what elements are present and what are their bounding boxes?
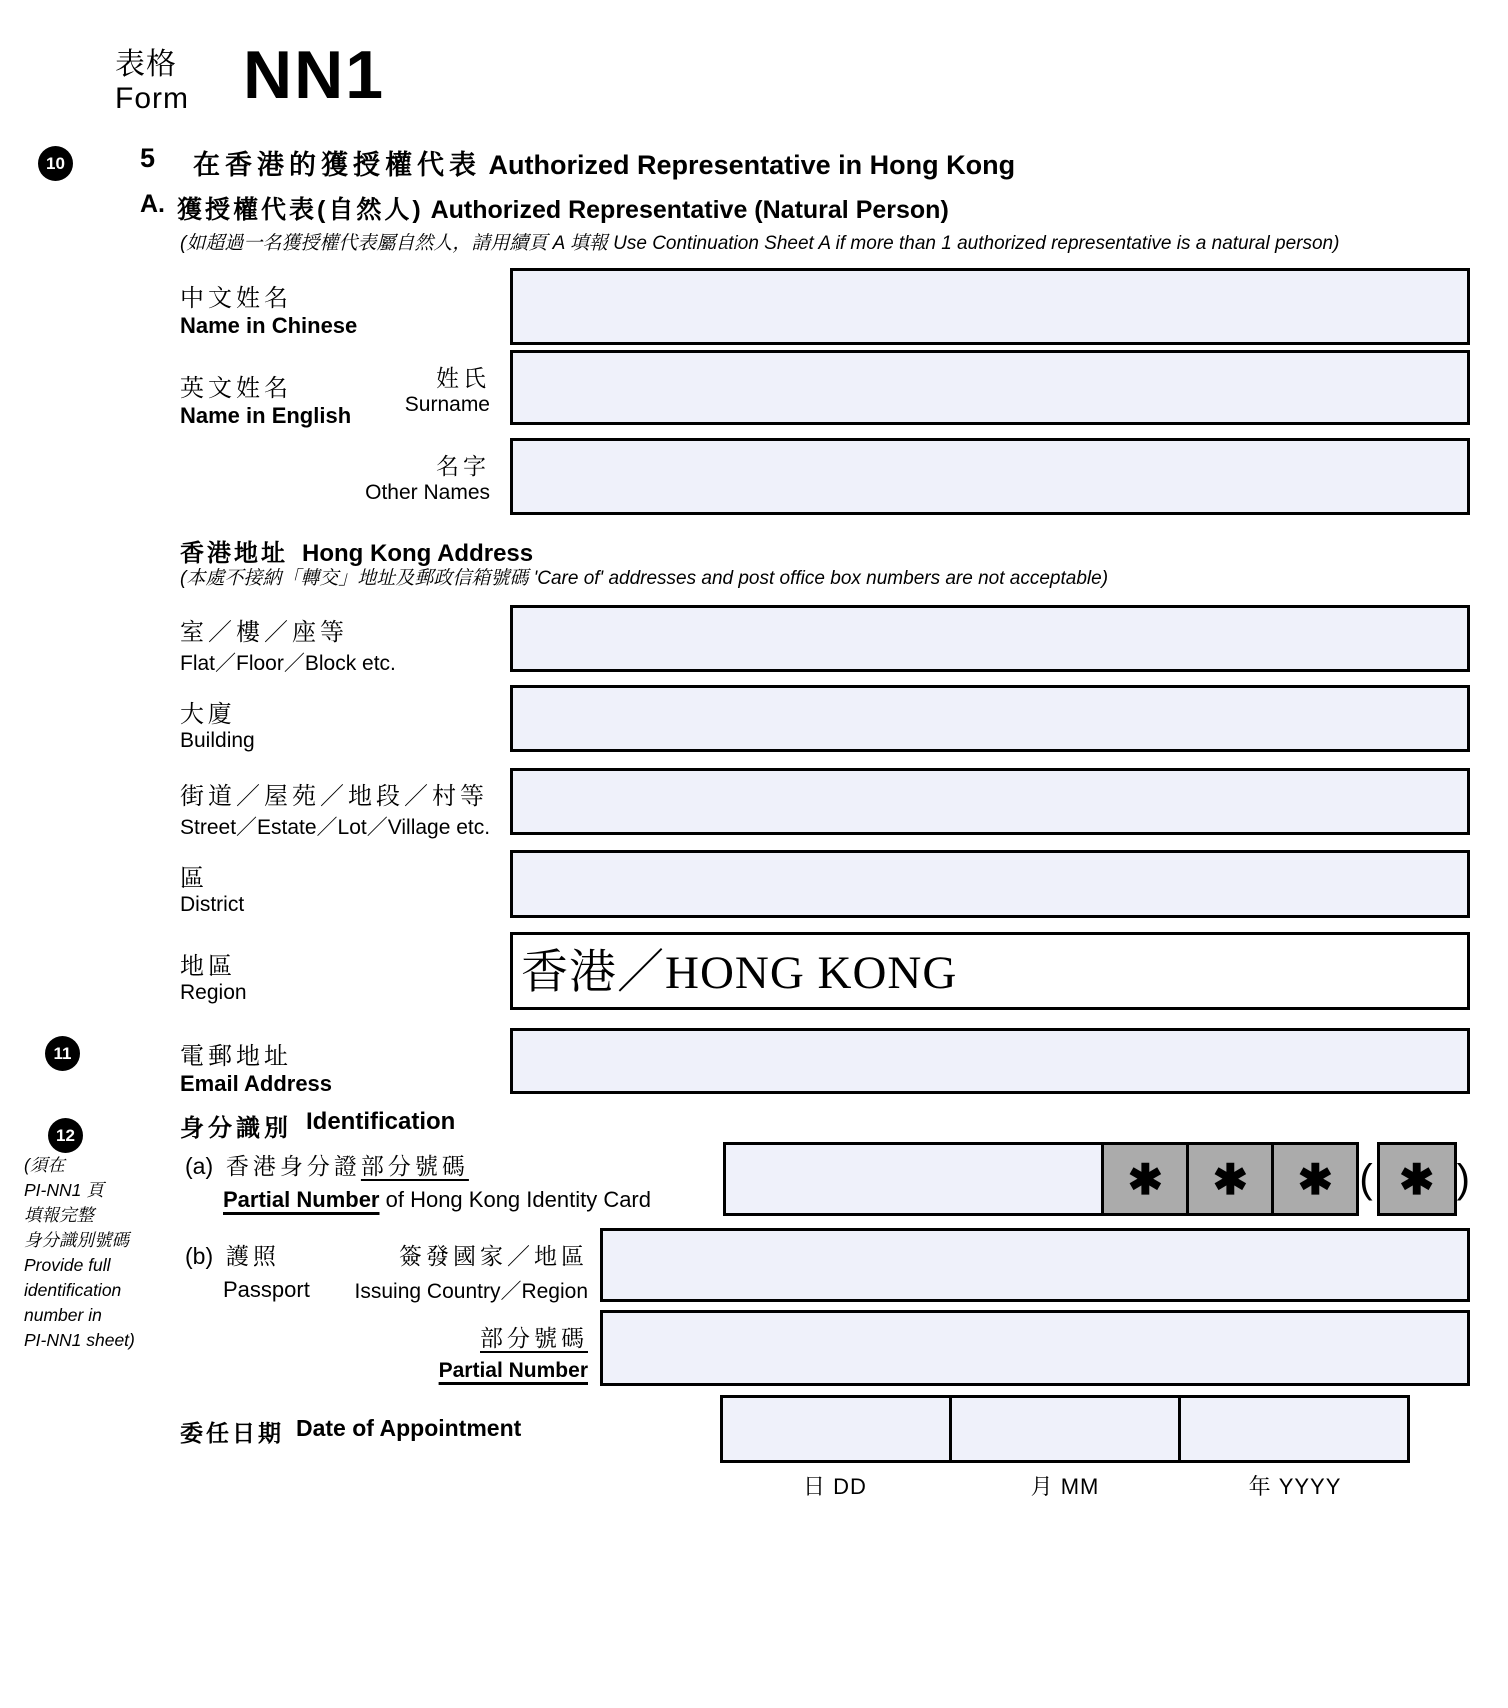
flat-input[interactable]	[510, 605, 1470, 672]
margin-badge-10: 10	[38, 146, 73, 181]
subsection-a-heading	[140, 190, 949, 226]
region-field	[510, 932, 1470, 1010]
hkid-label-zh-prefix: 香港身分證	[225, 1153, 361, 1179]
name-chinese-input[interactable]	[510, 268, 1470, 345]
appointment-label-en: Date of Appointment	[296, 1415, 522, 1441]
hkid-label-zh-underlined: 部分號碼	[360, 1153, 469, 1179]
building-label-zh: 大廈	[180, 701, 236, 728]
appointment-day-input[interactable]	[720, 1395, 952, 1463]
flat-label	[180, 612, 396, 677]
passport-item-letter: (b)	[185, 1243, 214, 1269]
section-heading	[140, 143, 1015, 182]
care-of-note: (本處不接納「轉交」地址及郵政信箱號碼 'Care of' addresses and post office box numbers are not acceptable)	[180, 568, 1109, 589]
other-names-label-en: Other Names	[365, 481, 490, 504]
street-label-zh: 街道／屋苑／地段／村等	[180, 783, 488, 810]
identification-heading-zh: 身分識別	[180, 1115, 292, 1142]
margin-note-line: 填報完整	[24, 1205, 94, 1225]
name-chinese-label-zh: 中文姓名	[180, 285, 292, 312]
appointment-label	[180, 1415, 521, 1448]
building-label	[180, 694, 255, 753]
region-value: 香港／HONG KONG	[521, 947, 958, 999]
district-label	[180, 858, 244, 917]
email-label	[180, 1036, 332, 1097]
appointment-label-zh: 委任日期	[180, 1420, 284, 1446]
margin-note-line: number in	[24, 1305, 102, 1325]
passport-partial-label-zh: 部分號碼	[480, 1325, 588, 1351]
issuing-country-label-en: Issuing Country／Region	[354, 1280, 588, 1303]
subsection-title-zh: 獲授權代表(自然人)	[177, 196, 424, 224]
margin-note-line: 身分識別號碼	[24, 1230, 129, 1250]
region-label-zh: 地區	[180, 953, 236, 980]
form-code: NN1	[243, 37, 386, 113]
hkid-partial-input[interactable]	[723, 1142, 1104, 1216]
name-english-label-en: Name in English	[180, 403, 352, 428]
issuing-country-label-zh: 簽發國家／地區	[399, 1243, 588, 1269]
appointment-dd-label: 日 DD	[803, 1474, 867, 1499]
margin-note-line: PI-NN1 sheet)	[24, 1330, 135, 1350]
passport-partial-label-en: Partial Number	[438, 1359, 588, 1382]
pi-nn1-margin-note	[24, 1153, 184, 1353]
appointment-date-row	[720, 1395, 1410, 1463]
building-input[interactable]	[510, 685, 1470, 752]
flat-label-en: Flat／Floor／Block etc.	[180, 652, 396, 675]
continuation-note: (如超過一名獲授權代表屬自然人，請用續頁 A 填報 Use Continuation Sheet A if more than 1 authorized representative is a natural person)	[180, 233, 1340, 254]
surname-input[interactable]	[510, 350, 1470, 425]
margin-badge-12: 12	[48, 1118, 83, 1153]
name-chinese-label-en: Name in Chinese	[180, 313, 358, 338]
email-label-en: Email Address	[180, 1071, 333, 1096]
region-label-en: Region	[180, 981, 247, 1004]
other-names-label	[310, 448, 490, 505]
region-label	[180, 946, 247, 1005]
name-english-label-zh: 英文姓名	[180, 375, 292, 402]
street-input[interactable]	[510, 768, 1470, 835]
hkid-label	[185, 1148, 705, 1213]
surname-label-zh: 姓氏	[436, 365, 490, 391]
passport-label-zh: 護照	[225, 1243, 280, 1269]
email-label-zh: 電郵地址	[180, 1043, 292, 1070]
street-label	[180, 776, 490, 841]
building-label-en: Building	[180, 729, 255, 752]
appointment-yyyy-label: 年 YYYY	[1248, 1474, 1342, 1499]
email-input[interactable]	[510, 1028, 1470, 1094]
address-heading-en: Hong Kong Address	[302, 540, 534, 567]
district-label-zh: 區	[180, 865, 208, 892]
passport-label	[185, 1238, 310, 1303]
form-label-zh: 表格	[115, 48, 177, 81]
identification-heading	[180, 1108, 455, 1143]
form-label	[115, 48, 189, 116]
flat-label-zh: 室／樓／座等	[180, 619, 348, 646]
district-input[interactable]	[510, 850, 1470, 918]
hkid-masked-check-digit: ✱	[1377, 1142, 1457, 1216]
section-title-en: Authorized Representative in Hong Kong	[488, 150, 1016, 180]
passport-label-en: Passport	[223, 1277, 310, 1302]
form-label-en: Form	[115, 82, 189, 115]
subsection-title-en: Authorized Representative (Natural Person)	[430, 196, 949, 224]
identification-heading-en: Identification	[306, 1108, 456, 1135]
appointment-date-labels	[720, 1470, 1410, 1501]
hkid-label-en-bold: Partial Number	[223, 1187, 380, 1212]
margin-note-line: Provide full	[24, 1255, 111, 1275]
issuing-country-label	[320, 1238, 588, 1305]
hkid-masked-cell-3: ✱	[1271, 1142, 1359, 1216]
issuing-country-input[interactable]	[600, 1228, 1470, 1302]
passport-partial-label	[320, 1320, 588, 1383]
margin-badge-11: 11	[45, 1036, 80, 1071]
hkid-masked-cell-1: ✱	[1101, 1142, 1189, 1216]
hkid-masked-cell-2: ✱	[1186, 1142, 1274, 1216]
margin-note-line: PI-NN1 頁	[24, 1180, 104, 1200]
section-number: 5	[140, 143, 156, 173]
hkid-input-row	[723, 1142, 1470, 1216]
hkid-item-letter: (a)	[185, 1153, 214, 1179]
hkid-label-en-rest: of Hong Kong Identity Card	[379, 1187, 651, 1212]
name-chinese-label	[180, 278, 357, 339]
margin-note-line: identification	[24, 1280, 122, 1300]
surname-label-en: Surname	[404, 393, 490, 416]
appointment-month-input[interactable]	[949, 1395, 1181, 1463]
other-names-input[interactable]	[510, 438, 1470, 515]
section-title-zh: 在香港的獲授權代表	[193, 150, 482, 180]
passport-partial-input[interactable]	[600, 1310, 1470, 1386]
district-label-en: District	[180, 893, 245, 916]
margin-note-line: (須在	[24, 1155, 65, 1175]
name-english-label	[180, 368, 351, 429]
appointment-year-input[interactable]	[1178, 1395, 1410, 1463]
subsection-letter: A.	[140, 190, 165, 218]
address-heading-zh: 香港地址	[180, 540, 288, 567]
other-names-label-zh: 名字	[436, 453, 490, 479]
street-label-en: Street／Estate／Lot／Village etc.	[180, 816, 491, 839]
surname-label	[340, 360, 490, 417]
hkid-paren-close: )	[1456, 1157, 1470, 1201]
hkid-paren-open: (	[1359, 1157, 1373, 1201]
appointment-mm-label: 月 MM	[1030, 1474, 1100, 1499]
